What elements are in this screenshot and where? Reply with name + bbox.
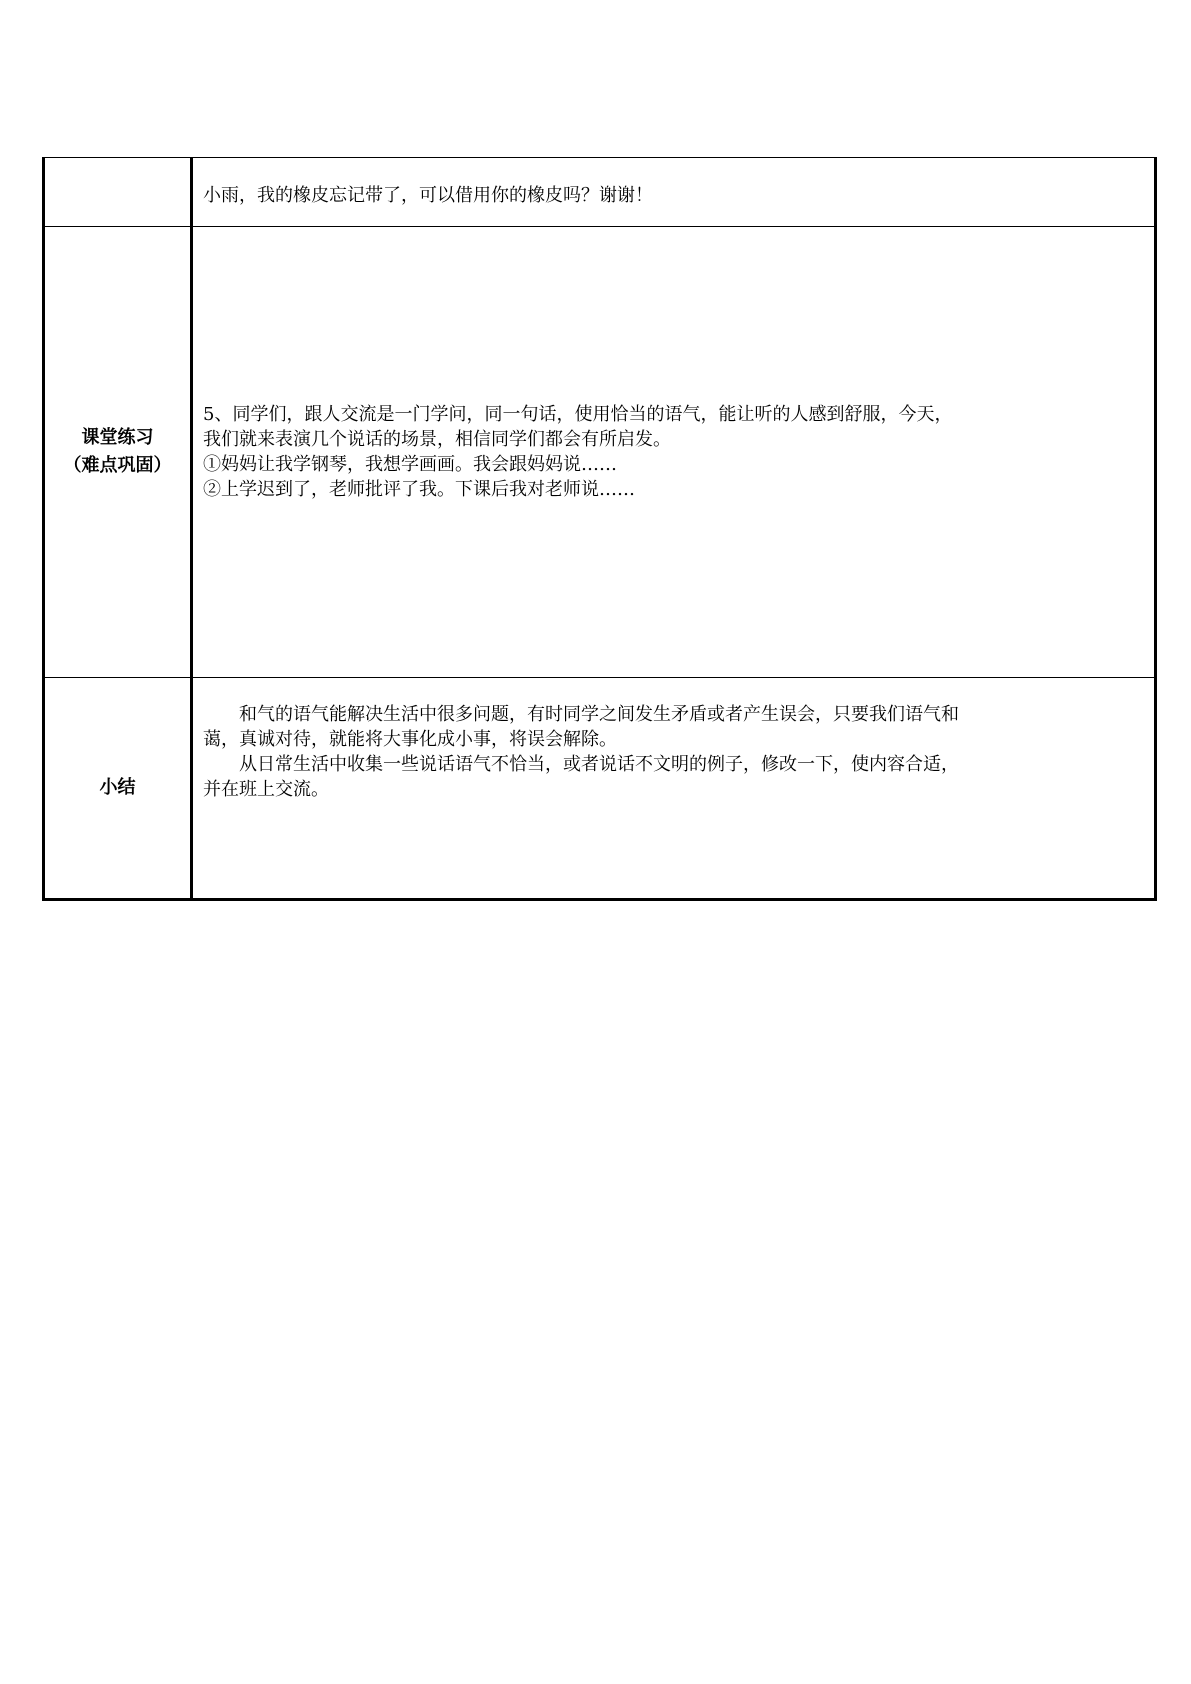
exercise-item-1: ①妈妈让我学钢琴，我想学画画。我会跟妈妈说……: [203, 454, 617, 475]
summary-para-2-line-1: 从日常生活中收集一些说话语气不恰当，或者说话不文明的例子，修改一下，使内容合适，: [239, 754, 959, 775]
row-content-cell: [192, 227, 1156, 678]
row-content-cell: [192, 158, 1156, 227]
row-label-practice-sub: （难点巩固）: [63, 455, 172, 476]
exercise-item-2: ②上学迟到了，老师批评了我。下课后我对老师说……: [203, 479, 635, 500]
table-row: [44, 227, 1156, 678]
summary-para-1-line-1: 和气的语气能解决生活中很多问题，有时同学之间发生矛盾或者产生误会，只要我们语气和: [239, 704, 959, 725]
table-row: [44, 158, 1156, 227]
exercise-intro-line-2: 我们就来表演几个说话的场景，相信同学们都会有所启发。: [203, 429, 671, 450]
row-content-cell: [192, 678, 1156, 900]
exercise-intro-line-1: 5、同学们，跟人交流是一门学问，同一句话，使用恰当的语气，能让听的人感到舒服，今天，: [203, 404, 953, 425]
row-label-practice: 课堂练习: [81, 427, 154, 448]
lesson-plan-table: [42, 157, 1157, 901]
row-label-cell: [44, 227, 192, 678]
row-label-cell: [44, 158, 192, 227]
row-label-cell: [44, 678, 192, 900]
summary-para-1-line-2: 蔼，真诚对待，就能将大事化成小事，将误会解除。: [203, 729, 617, 750]
summary-para-2-line-2: 并在班上交流。: [203, 779, 329, 800]
row-label-summary: 小结: [99, 777, 136, 798]
table-row: [44, 678, 1156, 900]
dialogue-line: 小雨，我的橡皮忘记带了，可以借用你的橡皮吗？谢谢！: [203, 184, 653, 206]
